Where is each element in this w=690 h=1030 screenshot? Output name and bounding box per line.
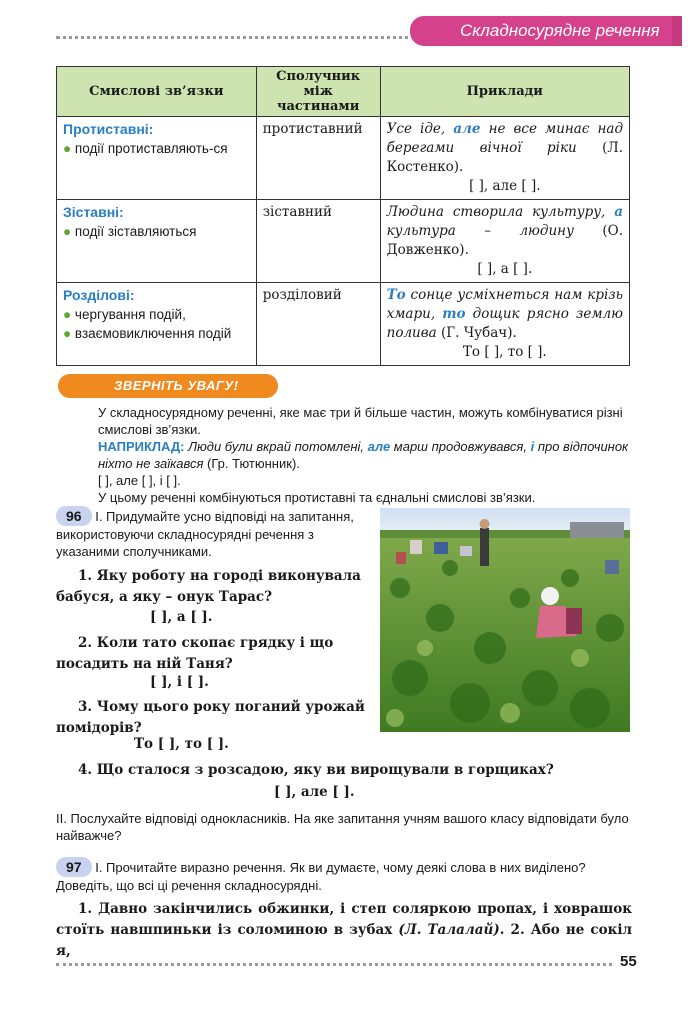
example-text: не все минає над берегами вічної ріки bbox=[386, 121, 624, 156]
category-label: Зіставні: bbox=[63, 204, 124, 220]
example-text: про відпочинок ніхто не заїкався bbox=[98, 439, 629, 471]
bullet-text: події зіставляються bbox=[74, 224, 197, 239]
question-1: 1. Яку роботу на городі виконувала бабуся, а яку – онук Тарас? bbox=[56, 568, 361, 605]
example-author: (Л. Костенко). bbox=[386, 140, 623, 175]
example-conjunction: і bbox=[530, 439, 535, 454]
conjunction-cell: розділовий bbox=[256, 283, 380, 366]
exercise-instruction: І. Прочитайте виразно речення. Як ви думаєте, чому деякі слова в них виділено? Доведіть, що всі ці речення складносурядні. bbox=[56, 860, 586, 893]
page-number: 55 bbox=[620, 953, 637, 970]
table-header-cell: Сполучник між частинами bbox=[256, 67, 380, 117]
scheme-3: То [ ], то [ ]. bbox=[134, 736, 229, 752]
example-conjunction: То bbox=[386, 287, 406, 303]
table-row bbox=[57, 200, 630, 283]
note-text: У цьому реченні комбінуються протиставні та єднальні смислові зв’язки. bbox=[98, 490, 536, 505]
table-header-cell: Приклади bbox=[380, 67, 629, 117]
note-text: У складносурядному реченні, яке має три й більше частин, можуть комбінуватися різні смислові зв’язки. bbox=[98, 405, 623, 437]
example-text: марш продовжувався, bbox=[390, 439, 531, 454]
list-item bbox=[63, 305, 250, 324]
list-item bbox=[63, 222, 250, 241]
example-text: Людина створила культуру, bbox=[386, 204, 615, 220]
category-label: Розділові: bbox=[63, 287, 135, 303]
example-text: культура – людину bbox=[386, 223, 574, 239]
conjunction-cell: протиставний bbox=[256, 117, 380, 200]
scheme-4: [ ], але [ ]. bbox=[274, 784, 355, 800]
question-2: 2. Коли тато скопає грядку і що посадить на ній Таня? bbox=[56, 635, 334, 672]
example-text: дощик рясно землю полива bbox=[386, 306, 624, 341]
bullet-text: чергування подій, bbox=[74, 307, 186, 322]
example-keyword: НАПРИКЛАД: bbox=[98, 439, 185, 454]
sentence-author: (Л. Талалай) bbox=[398, 922, 500, 938]
category-cell bbox=[57, 200, 257, 283]
question-4: 4. Що сталося з розсадою, яку ви вирощували в горщиках? bbox=[78, 762, 554, 778]
example-conjunction: а bbox=[614, 204, 623, 220]
scheme: [ ], а [ ]. bbox=[477, 261, 533, 277]
scheme: [ ], але [ ]. bbox=[469, 178, 541, 194]
example-conjunction: але bbox=[367, 439, 391, 454]
exercise-97-text bbox=[56, 899, 632, 962]
list-item bbox=[63, 139, 250, 158]
chapter-header: Складносурядне речення bbox=[410, 16, 672, 46]
attention-note bbox=[98, 404, 632, 506]
bullet-icon: ● bbox=[63, 224, 72, 239]
table-header-row bbox=[57, 67, 630, 117]
example-cell bbox=[380, 200, 629, 283]
garden-photo bbox=[380, 508, 630, 732]
exercise-number: 97 bbox=[56, 857, 92, 877]
sentence-text: . 2. Або не сокіл я, bbox=[56, 922, 632, 959]
bullet-icon: ● bbox=[63, 141, 72, 156]
example-author: (Гр. Тютюнник). bbox=[203, 456, 300, 471]
category-label: Протиставні: bbox=[63, 121, 154, 137]
bottom-dotted-rule bbox=[56, 963, 612, 966]
attention-badge: ЗВЕРНІТЬ УВАГУ! bbox=[58, 374, 278, 398]
exercise-instruction: І. Придумайте усно відповіді на запитання, використовуючи складносурядні речення з указаними сполучниками. bbox=[56, 509, 354, 559]
chapter-header-edge bbox=[672, 16, 682, 46]
semantic-relations-table bbox=[56, 66, 630, 366]
conjunction-cell: зіставний bbox=[256, 200, 380, 283]
table-row bbox=[57, 283, 630, 366]
example-cell bbox=[380, 283, 629, 366]
table-header-cell: Смислові зв’язки bbox=[57, 67, 257, 117]
scheme-1: [ ], а [ ]. bbox=[150, 609, 213, 625]
category-cell bbox=[57, 283, 257, 366]
bullet-icon: ● bbox=[63, 307, 72, 322]
exercise-96-part2: ІІ. Послухайте відповіді однокласників. На яке запитання учням вашого класу відповідати було найважче? bbox=[56, 811, 629, 843]
example-text: Люди були вкрай потомлені, bbox=[184, 439, 368, 454]
example-conjunction: то bbox=[442, 306, 466, 322]
table-row bbox=[57, 117, 630, 200]
example-text: Усе іде, bbox=[386, 121, 454, 137]
scheme-2: [ ], і [ ]. bbox=[150, 674, 209, 690]
bullet-text: події протиставляють-ся bbox=[74, 141, 228, 156]
example-text: сонце усміхнеться нам крізь хмари, bbox=[386, 287, 623, 322]
question-3: 3. Чому цього року поганий урожай помідорів? bbox=[56, 699, 365, 736]
example-cell bbox=[380, 117, 629, 200]
example-author: (Г. Чубач). bbox=[436, 325, 517, 341]
list-item bbox=[63, 324, 250, 343]
note-example bbox=[98, 438, 632, 472]
category-cell bbox=[57, 117, 257, 200]
bullet-icon: ● bbox=[63, 326, 72, 341]
exercise-97-intro bbox=[56, 857, 632, 894]
example-author: (О. Довженко). bbox=[386, 223, 624, 258]
garden-photo-image bbox=[380, 508, 630, 732]
note-scheme: [ ], але [ ], і [ ]. bbox=[98, 473, 181, 488]
exercise-number: 96 bbox=[56, 506, 92, 526]
scheme: То [ ], то [ ]. bbox=[462, 344, 547, 360]
exercise-96-intro bbox=[56, 506, 370, 560]
sentence-text: 1. Давно закінчились обжинки, і степ соляркою пропах, і ховрашок стоїть навшпиньки із соломиною в зубах bbox=[56, 901, 632, 938]
bullet-text: взаємовиключення подій bbox=[74, 326, 232, 341]
example-conjunction: але bbox=[453, 121, 481, 137]
top-dotted-rule bbox=[56, 36, 416, 39]
